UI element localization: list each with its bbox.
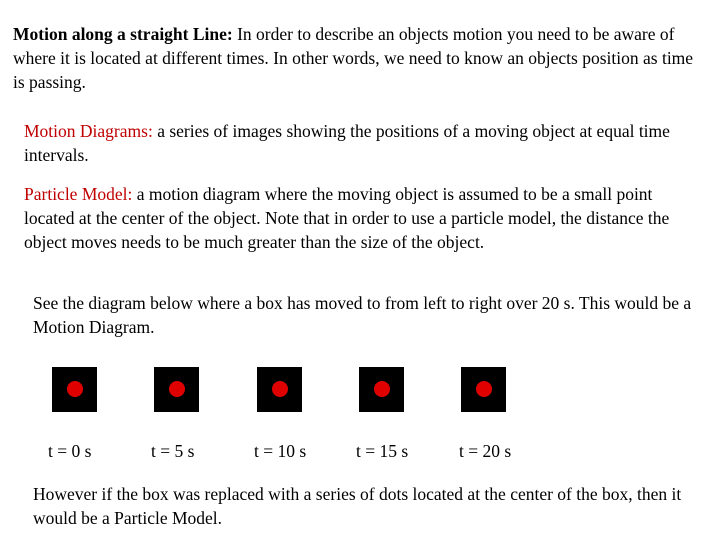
center-dot [272, 381, 288, 397]
center-dot [67, 381, 83, 397]
motion-diagrams-text: a series of images showing the positions of a moving object at equal time intervals. [24, 121, 670, 165]
center-dot [374, 381, 390, 397]
particle-model-heading: Particle Model: [24, 184, 133, 204]
motion-diagrams-paragraph [24, 119, 684, 167]
box-2 [257, 367, 302, 412]
time-label-3: t = 15 s [356, 441, 409, 461]
center-dot [476, 381, 492, 397]
time-label-1: t = 5 s [151, 441, 195, 461]
box-3 [359, 367, 404, 412]
diagram-intro-paragraph: See the diagram below where a box has moved to from left to right over 20 s. This would be a Motion Diagram. [33, 293, 692, 337]
particle-model-paragraph [24, 182, 684, 254]
box-0 [52, 367, 97, 412]
time-label-4: t = 20 s [459, 441, 512, 461]
box-1 [154, 367, 199, 412]
intro-text: In order to describe an objects motion you need to be aware of where it is located at different times. In other words, we need to know an objects position as time is passing. [13, 24, 694, 92]
particle-model-text: a motion diagram where the moving object is assumed to be a small point located at the center of the object. Note that in order to use a particle model, the distance the object moves needs to be much greater than the size of the object. [24, 184, 670, 252]
conclusion-paragraph: However if the box was replaced with a series of dots located at the center of the box, then it would be a Particle Model. [33, 484, 682, 528]
time-label-2: t = 10 s [254, 441, 307, 461]
box-4 [461, 367, 506, 412]
center-dot [169, 381, 185, 397]
intro-heading: Motion along a straight Line: [13, 24, 233, 44]
intro-paragraph [13, 22, 703, 94]
time-label-0: t = 0 s [48, 441, 92, 461]
motion-diagrams-heading: Motion Diagrams: [24, 121, 153, 141]
